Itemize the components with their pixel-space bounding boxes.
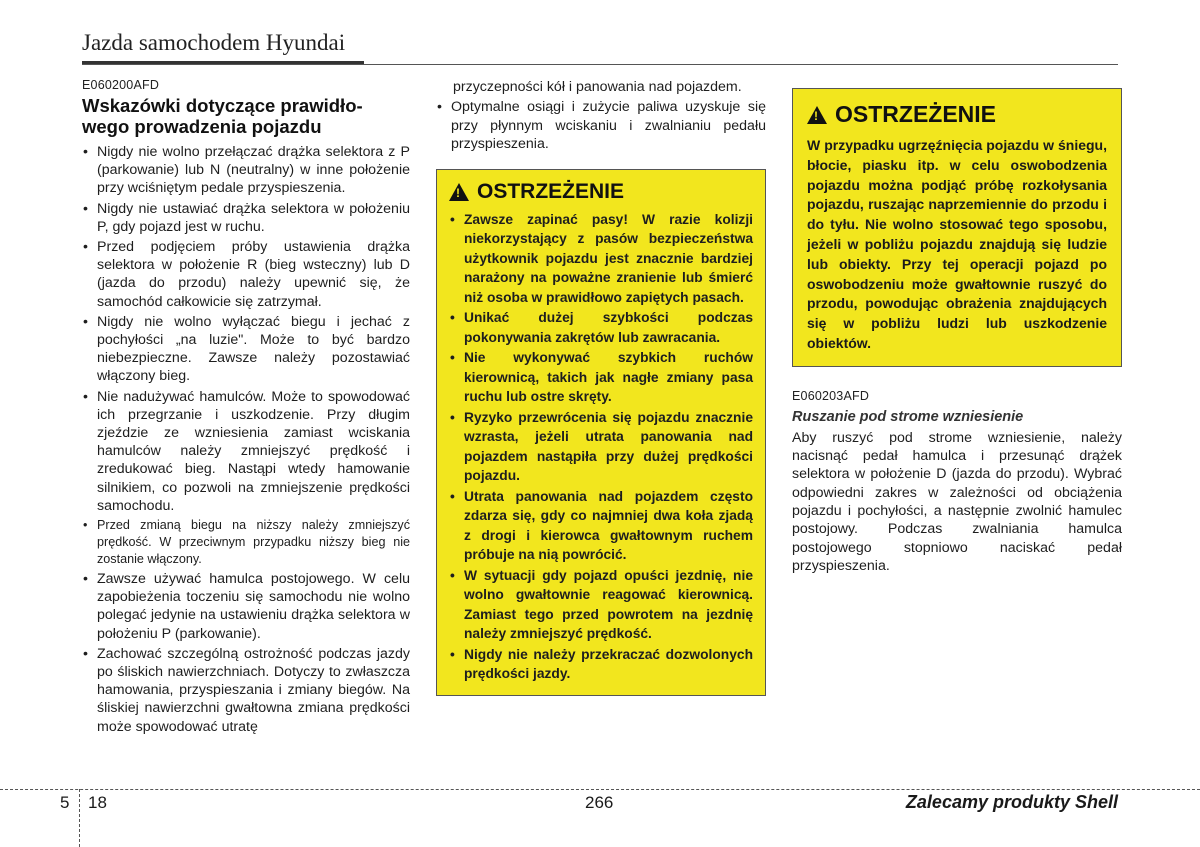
guidelines-list: [82, 143, 410, 736]
warning-heading: [807, 101, 1107, 128]
warning-triangle-icon: !: [449, 183, 469, 201]
section-title-line-1: Wskazówki dotyczące prawidło-: [82, 95, 363, 116]
page-number: 266: [585, 793, 614, 812]
list-item: • Nigdy nie ustawiać drążka selektora w położeniu P, gdy pojazd jest w ruchu.: [82, 200, 410, 236]
continued-text: przyczepności kół i panowania nad pojazdem.: [453, 79, 742, 95]
footer-rule: [0, 789, 1200, 790]
list-item: • Zawsze używać hamulca postojowego. W celu zapobieżenia toczeniu się samochodu nie wolno polegać jedynie na ustawieniu drążka selektora w położeniu P (parkowanie).: [82, 570, 410, 643]
subsection-paragraph: Aby ruszyć pod strome wzniesienie, należy nacisnąć pedał hamulca i przesunąć drążek selektora w położenie D (jazda do przodu). Wybrać odpowiedni zakres w zależności od obciążenia pojazdu i pochyłości, a następnie zwolnić hamulec postojowy. Podczas zwalniania hamulca postojowego stopniowo naciskać pedał przyspieszenia.: [792, 429, 1122, 574]
running-header: Jazda samochodem Hyundai: [82, 30, 346, 55]
list-item: • Utrata panowania nad pojazdem często zdarza się, gdy co najmniej dwa koła zjadą z drogi i kierowca gwałtownym ruchem próbuje na nią powrócić.: [449, 487, 753, 565]
chapter-page-number: 18: [88, 793, 107, 812]
section-title: [82, 95, 410, 137]
footer-promo: Zalecamy produkty Shell: [905, 792, 1118, 812]
warning-title: OSTRZEŻENIE: [835, 101, 997, 127]
list-item: • Przed podjęciem próby ustawienia drążka selektora w położenie R (bieg wsteczny) lub D (jazda do przodu) należy upewnić się, że samochód całkowicie się zatrzymał.: [82, 238, 410, 311]
chapter-number: 5: [60, 793, 70, 812]
warning-box-driving: [436, 169, 766, 696]
warning-heading: [449, 180, 753, 204]
warning-triangle-icon: !: [807, 106, 827, 124]
section-title-line-2: wego prowadzenia pojazdu: [82, 116, 322, 137]
subsection-title: Ruszanie pod strome wzniesienie: [792, 408, 1024, 425]
list-item: • Przed zmianą biegu na niższy należy zmniejszyć prędkość. W przeciwnym przypadku niższy bieg nie zostanie włączony.: [82, 517, 410, 568]
list-item: • Nie wykonywać szybkich ruchów kierownicą, takich jak nagłe zmiany pasa ruchu lub ostre skręty.: [449, 348, 753, 407]
list-item: • Unikać dużej szybkości podczas pokonywania zakrętów lub zawracania.: [449, 308, 753, 347]
section-code: E060203AFD: [792, 388, 870, 403]
warning-list: [449, 210, 753, 684]
section-code: E060200AFD: [82, 78, 160, 92]
left-column: [82, 78, 410, 738]
warning-box-stuck-vehicle: [792, 88, 1122, 367]
right-column: [792, 78, 1122, 575]
list-item: • Zachować szczególną ostrożność podczas jazdy po śliskich nawierzchniach. Dotyczy to zwłaszcza hamowania, przyspieszania i zmiany biegów. Na śliskiej nawierzchni gwałtowna zmiana prędkości może spowodować utratę: [82, 645, 410, 736]
list-item: • Optymalne osiągi i zużycie paliwa uzyskuje się przy płynnym wciskaniu i zwalnianiu pedału przyspieszenia.: [436, 98, 766, 153]
footer-separator: [79, 789, 80, 847]
warning-text: W przypadku ugrzęźnięcia pojazdu w śniegu, błocie, piasku itp. w celu oswobodzenia pojazdu można podjąć próbę rozkołysania pojazdu, ruszając naprzemiennie do przodu i do tyłu. Nie wolno stosować tego sposobu, jeżeli w pobliżu pojazdu znajdują się ludzie lub obiekty. Przy tej operacji pojazd po oswobodzeniu może gwałtownie ruszyć do przodu, powodując obrażenia znajdujących się w pobliżu ludzi lub uszkodzenie obiektów.: [807, 137, 1107, 351]
middle-list: [436, 98, 766, 153]
list-item: • Nigdy nie wolno wyłączać biegu i jechać z pochyłości „na luzie". Może to być bardzo niebezpieczne. Zawsze należy pozostawiać włączony bieg.: [82, 313, 410, 386]
middle-column: [436, 78, 766, 696]
list-item: • Nie nadużywać hamulców. Może to spowodować ich przegrzanie i uszkodzenie. Przy długim zjeździe ze wzniesienia zamiast wciskania hamulców należy zmniejszyć prędkość i zredukować bieg. Nastąpi wtedy hamowanie silnikiem, co pozwoli na zmniejszenie prędkości samochodu.: [82, 388, 410, 515]
list-item: • W sytuacji gdy pojazd opuści jezdnię, nie wolno gwałtownie reagować kierownicą. Zamiast tego przed powrotem na jezdnię należy zmniejszyć prędkość.: [449, 566, 753, 644]
list-item: • Nigdy nie należy przekraczać dozwolonych prędkości jazdy.: [449, 645, 753, 684]
list-item: • Nigdy nie wolno przełączać drążka selektora z P (parkowanie) lub N (neutralny) w inne położenie przy wciśniętym pedale przyspieszenia.: [82, 143, 410, 198]
list-item: • Zawsze zapinać pasy! W razie kolizji niekorzystający z pasów bezpieczeństwa użytkownik pojazdu jest znacznie bardziej narażony na poważne zranienie lub śmierć niż osoba w prawidłowo zapiętych pasach.: [449, 210, 753, 308]
warning-title: OSTRZEŻENIE: [477, 179, 625, 203]
list-item: • Ryzyko przewrócenia się pojazdu znacznie wzrasta, jeżeli utrata panowania nad pojazdem nastąpiła przy dużej prędkości pojazdu.: [449, 408, 753, 486]
header-rule: [82, 64, 1118, 65]
